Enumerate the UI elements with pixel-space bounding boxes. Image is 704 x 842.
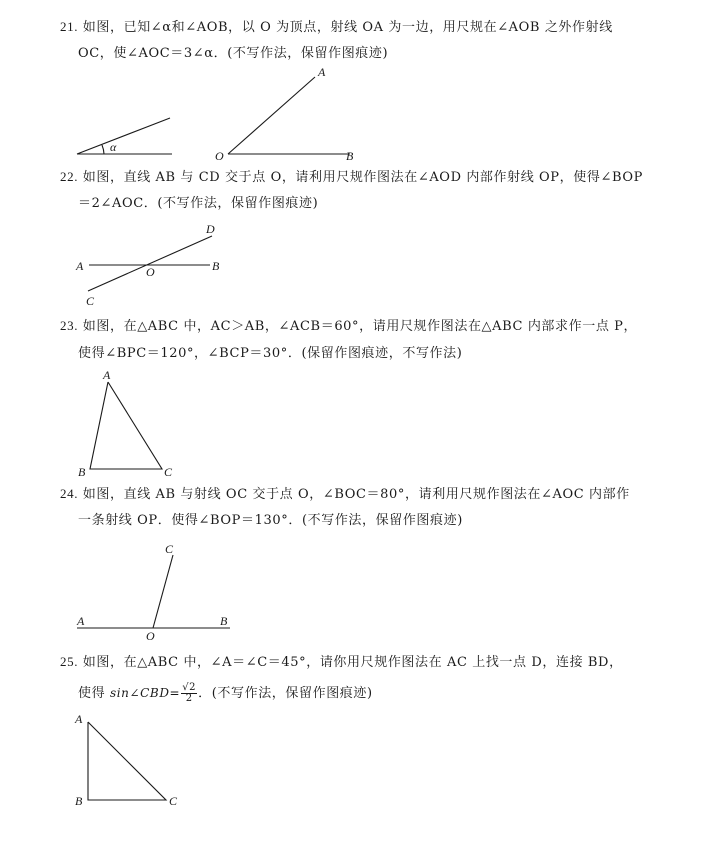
label-B-24: B xyxy=(220,614,228,628)
problem-24-text-2: 一条射线 OP．使得∠BOP＝130°．(不写作法，保留作图痕迹) xyxy=(78,513,463,528)
fraction-numerator: √2 xyxy=(182,682,197,693)
label-alpha: α xyxy=(110,140,117,154)
problem-24-number: 24. xyxy=(60,486,79,501)
label-B-23: B xyxy=(78,465,86,479)
label-C-23: C xyxy=(164,465,173,479)
problem-25-number: 25. xyxy=(60,654,79,669)
problem-22-text-2: ＝2∠AOC．(不写作法，保留作图痕迹) xyxy=(78,196,319,211)
problem-21-text-2: OC，使∠AOC＝3∠α．(不写作法，保留作图痕迹) xyxy=(78,46,389,61)
label-C-22: C xyxy=(86,294,95,308)
label-C-24: C xyxy=(165,542,174,556)
label-B-22: B xyxy=(212,259,220,273)
label-O-22: O xyxy=(146,265,155,279)
label-A-25: A xyxy=(75,712,83,726)
problem-25-text-1: 如图，在△ABC 中，∠A＝∠C＝45°，请你用尺规作图法在 AC 上找一点 D，连接 BD， xyxy=(82,655,623,670)
label-A-21: A xyxy=(318,65,326,79)
problem-22-text-1: 如图，直线 AB 与 CD 交于点 O，请利用尺规作图法在∠AOD 内部作射线 OP，使得∠BOP xyxy=(82,170,643,185)
label-A-23: A xyxy=(103,368,111,382)
label-C-25: C xyxy=(169,794,178,808)
problem-23-number: 23. xyxy=(60,318,79,333)
problem-22-number: 22. xyxy=(60,169,79,184)
label-A-24: A xyxy=(77,614,85,628)
problem-24-text-1: 如图，直线 AB 与射线 OC 交于点 O，∠BOC＝80°，请利用尺规作图法在∠AOC 内部作 xyxy=(82,487,630,502)
problem-25-suffix: ．(不写作法，保留作图痕迹) xyxy=(198,686,373,701)
label-O-24: O xyxy=(146,629,155,643)
sin-expression: sin∠CBD= xyxy=(109,686,181,700)
problem-23-text-2: 使得∠BPC＝120°，∠BCP＝30°．(保留作图痕迹，不写作法) xyxy=(78,346,463,361)
problem-23-text-1: 如图，在△ABC 中，AC＞AB，∠ACB＝60°，请用尺规作图法在△ABC 内部求作一点 P， xyxy=(82,319,638,334)
triangle-ABC-25 xyxy=(88,722,166,800)
label-A-22: A xyxy=(76,259,84,273)
problem-25-prefix: 使得 xyxy=(78,686,106,701)
problem-21-number: 21. xyxy=(60,19,79,34)
problem-21-text-1: 如图，已知∠α和∠AOB，以 O 为顶点，射线 OA 为一边，用尺规在∠AOB 之外作射线 xyxy=(82,20,613,35)
fraction-denominator: 2 xyxy=(185,693,193,704)
label-B-21: B xyxy=(346,149,354,163)
label-B-25: B xyxy=(75,794,83,808)
label-O-21: O xyxy=(215,149,224,163)
label-D-22: D xyxy=(206,222,215,236)
